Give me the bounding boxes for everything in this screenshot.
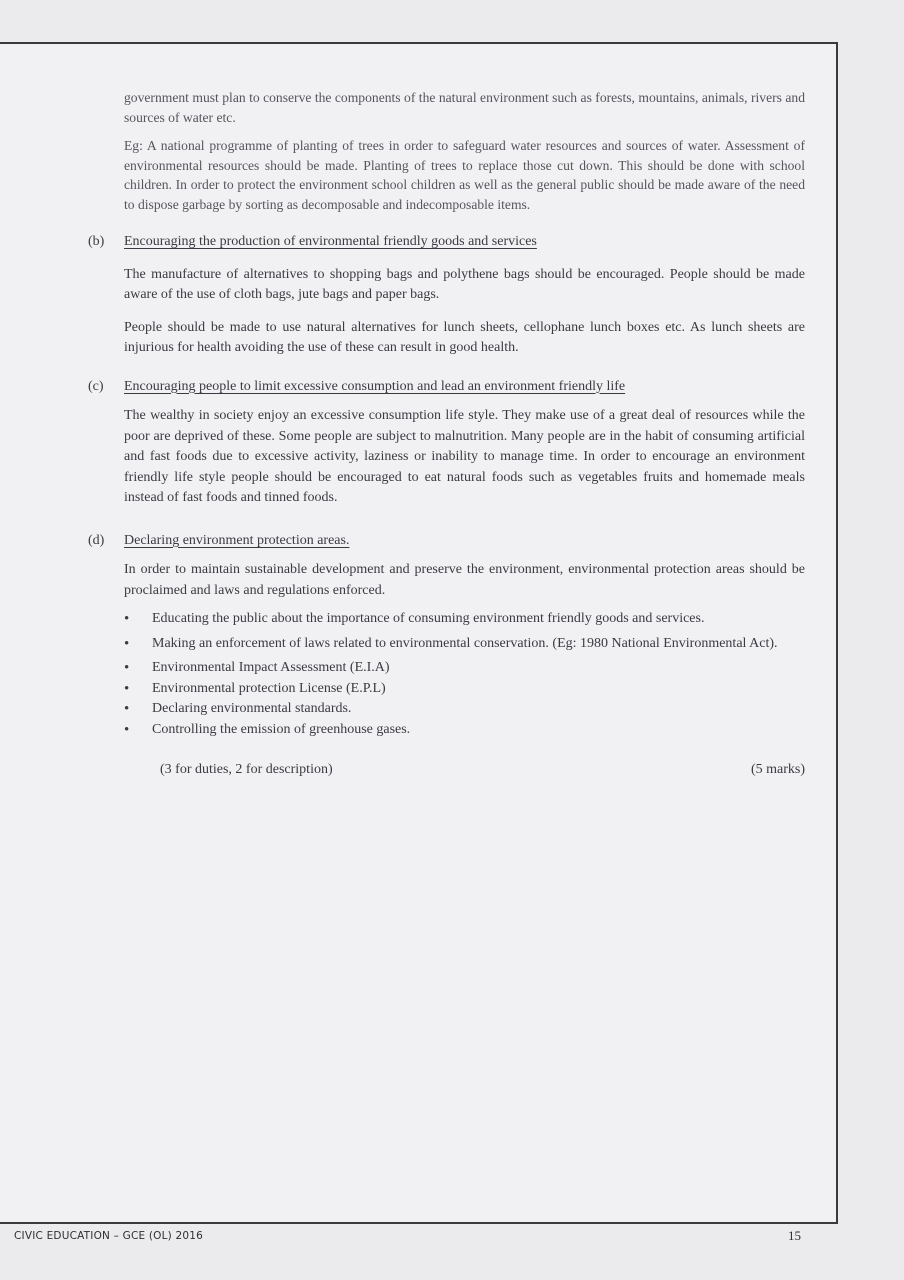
page-number: 15 [788, 1228, 801, 1243]
marks-total: (5 marks) [750, 762, 805, 777]
answer-content [88, 88, 805, 781]
bullet-icon: • [124, 721, 130, 738]
intro-paragraph: government must plan to conserve the components of the natural environment such as forests, mountains, animals, rivers and sources of water etc. [124, 90, 805, 125]
list-item: • Controlling the emission of greenhouse gases. [124, 720, 805, 741]
section-title: Encouraging the production of environmental friendly goods and services [124, 234, 537, 249]
section-letter: (d) [88, 532, 105, 548]
section-c-paragraph: The wealthy in society enjoy an excessive consumption life style. They make use of a great deal of resources while the poor are deprived of these. Some people are subject to malnutrition. Many people are in the habit of consuming artificial and fast foods due to excessive activity, laziness or inability to manage time. In order to encourage an environment friendly life style people should be encouraged to eat natural foods such as vegetables fruits and homemade meals instead of fast foods and tinned foods. [124, 408, 805, 505]
section-d-paragraph: In order to maintain sustainable development and preserve the environment, environmental protection areas should be proclaimed and laws and regulations enforced. [124, 562, 805, 598]
marks-breakdown: (3 for duties, 2 for description) [160, 762, 333, 777]
bullet-icon: • [124, 611, 130, 627]
list-item: • Making an enforcement of laws related to environmental conservation. (Eg: 1980 National Environmental Act). [124, 634, 805, 655]
list-item: • Environmental protection License (E.P.L) [124, 679, 805, 700]
section-title: Encouraging people to limit excessive consumption and lead an environment friendly life [124, 378, 626, 394]
example-paragraph: Eg: A national programme of planting of trees in order to safeguard water resources and sources of water. Assessment of environmental resources should be made. Planting of trees to replace those cut down. This should be done with school children. In order to protect the environment school children as well as the general public should be made aware of the need to dispose garbage by sorting as decomposable and indecomposable items. [124, 138, 805, 212]
section-letter: (c) [88, 378, 104, 394]
section-b-heading [88, 232, 805, 253]
marks-row [160, 760, 805, 781]
section-letter: (b) [88, 234, 105, 249]
bullet-icon: • [124, 701, 130, 717]
section-b-paragraph: People should be made to use natural alternatives for lunch sheets, cellophane lunch boxes etc. As lunch sheets are injurious for health avoiding the use of these can result in good health. [124, 319, 805, 355]
footer-subject: CIVIC EDUCATION – GCE (OL) 2016 [14, 1230, 204, 1242]
section-c-heading [88, 377, 805, 398]
section-title: Declaring environment protection areas. [124, 532, 350, 548]
bullet-icon: • [124, 635, 130, 652]
bullet-icon: • [124, 660, 130, 676]
bullet-icon: • [124, 680, 130, 697]
list-item: • Declaring environmental standards. [124, 699, 805, 720]
list-item: • Educating the public about the importance of consuming environment friendly goods and services. [124, 609, 805, 630]
section-b-paragraph: The manufacture of alternatives to shopping bags and polythene bags should be encouraged. People should be made aware of the use of cloth bags, jute bags and paper bags. [124, 266, 805, 302]
bullet-list [124, 609, 805, 740]
list-item: • Environmental Impact Assessment (E.I.A) [124, 658, 805, 679]
section-d-heading [88, 531, 805, 552]
